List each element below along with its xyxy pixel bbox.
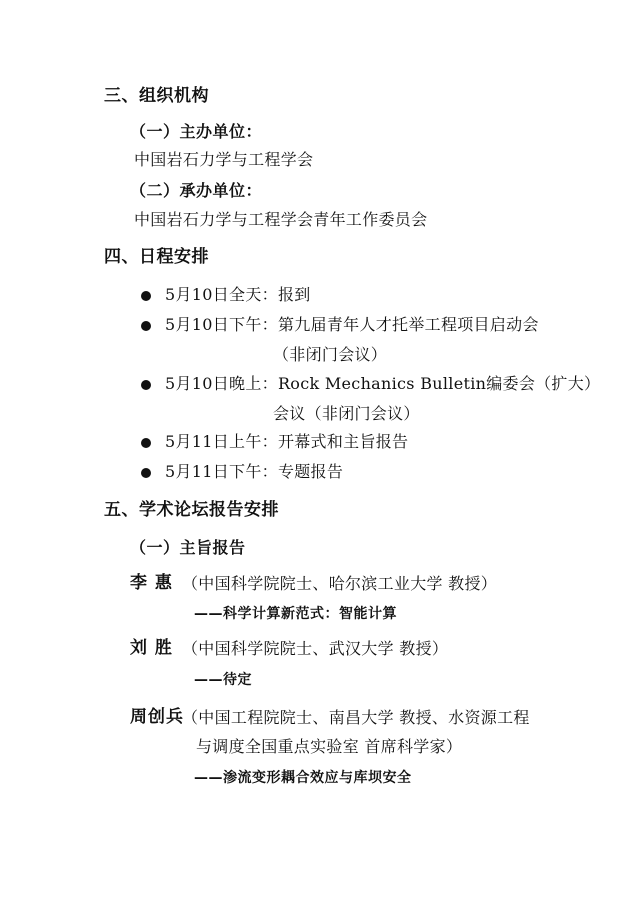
schedule-item: 5月10日全天：报到 bbox=[165, 285, 311, 304]
speaker-topic: ——科学计算新范式：智能计算 bbox=[194, 606, 397, 622]
schedule-item-continuation: （非闭门会议） bbox=[273, 345, 388, 364]
section-heading-organization: 三、组织机构 bbox=[104, 86, 209, 106]
bullet-icon bbox=[141, 438, 151, 448]
speaker-affiliation: （中国科学院院士、哈尔滨工业大学 教授） bbox=[182, 574, 498, 593]
host-name: 中国岩石力学与工程学会青年工作委员会 bbox=[134, 210, 428, 229]
section-heading-schedule: 四、日程安排 bbox=[104, 247, 209, 267]
bullet-icon bbox=[141, 321, 151, 331]
schedule-item: 5月10日下午：第九届青年人才托举工程项目启动会 bbox=[165, 315, 539, 334]
schedule-item-continuation: 会议（非闭门会议） bbox=[273, 404, 420, 423]
speaker-affiliation: （中国科学院院士、武汉大学 教授） bbox=[182, 639, 449, 658]
bullet-icon bbox=[141, 291, 151, 301]
host-label: （二）承办单位： bbox=[130, 181, 263, 200]
bullet-icon bbox=[141, 380, 151, 390]
speaker-name: 刘 胜 bbox=[130, 638, 173, 658]
speaker-name: 周创兵 bbox=[130, 707, 184, 727]
organizer-label: （一）主办单位： bbox=[130, 122, 263, 141]
schedule-item: 5月10日晚上：Rock Mechanics Bulletin编委会（扩大） bbox=[165, 374, 601, 393]
schedule-item: 5月11日下午：专题报告 bbox=[165, 462, 344, 481]
schedule-item: 5月11日上午：开幕式和主旨报告 bbox=[165, 432, 409, 451]
speaker-affiliation: （中国工程院院士、南昌大学 教授、水资源工程 bbox=[182, 708, 530, 727]
section-heading-forum: 五、学术论坛报告安排 bbox=[104, 500, 279, 520]
speaker-topic: ——待定 bbox=[194, 672, 252, 688]
speaker-name: 李 惠 bbox=[130, 573, 173, 593]
speaker-topic: ——渗流变形耦合效应与库坝安全 bbox=[194, 770, 412, 786]
speaker-affiliation-continuation: 与调度全国重点实验室 首席科学家） bbox=[196, 737, 463, 756]
keynote-subheading: （一）主旨报告 bbox=[130, 538, 246, 557]
organizer-name: 中国岩石力学与工程学会 bbox=[134, 150, 314, 169]
bullet-icon bbox=[141, 468, 151, 478]
